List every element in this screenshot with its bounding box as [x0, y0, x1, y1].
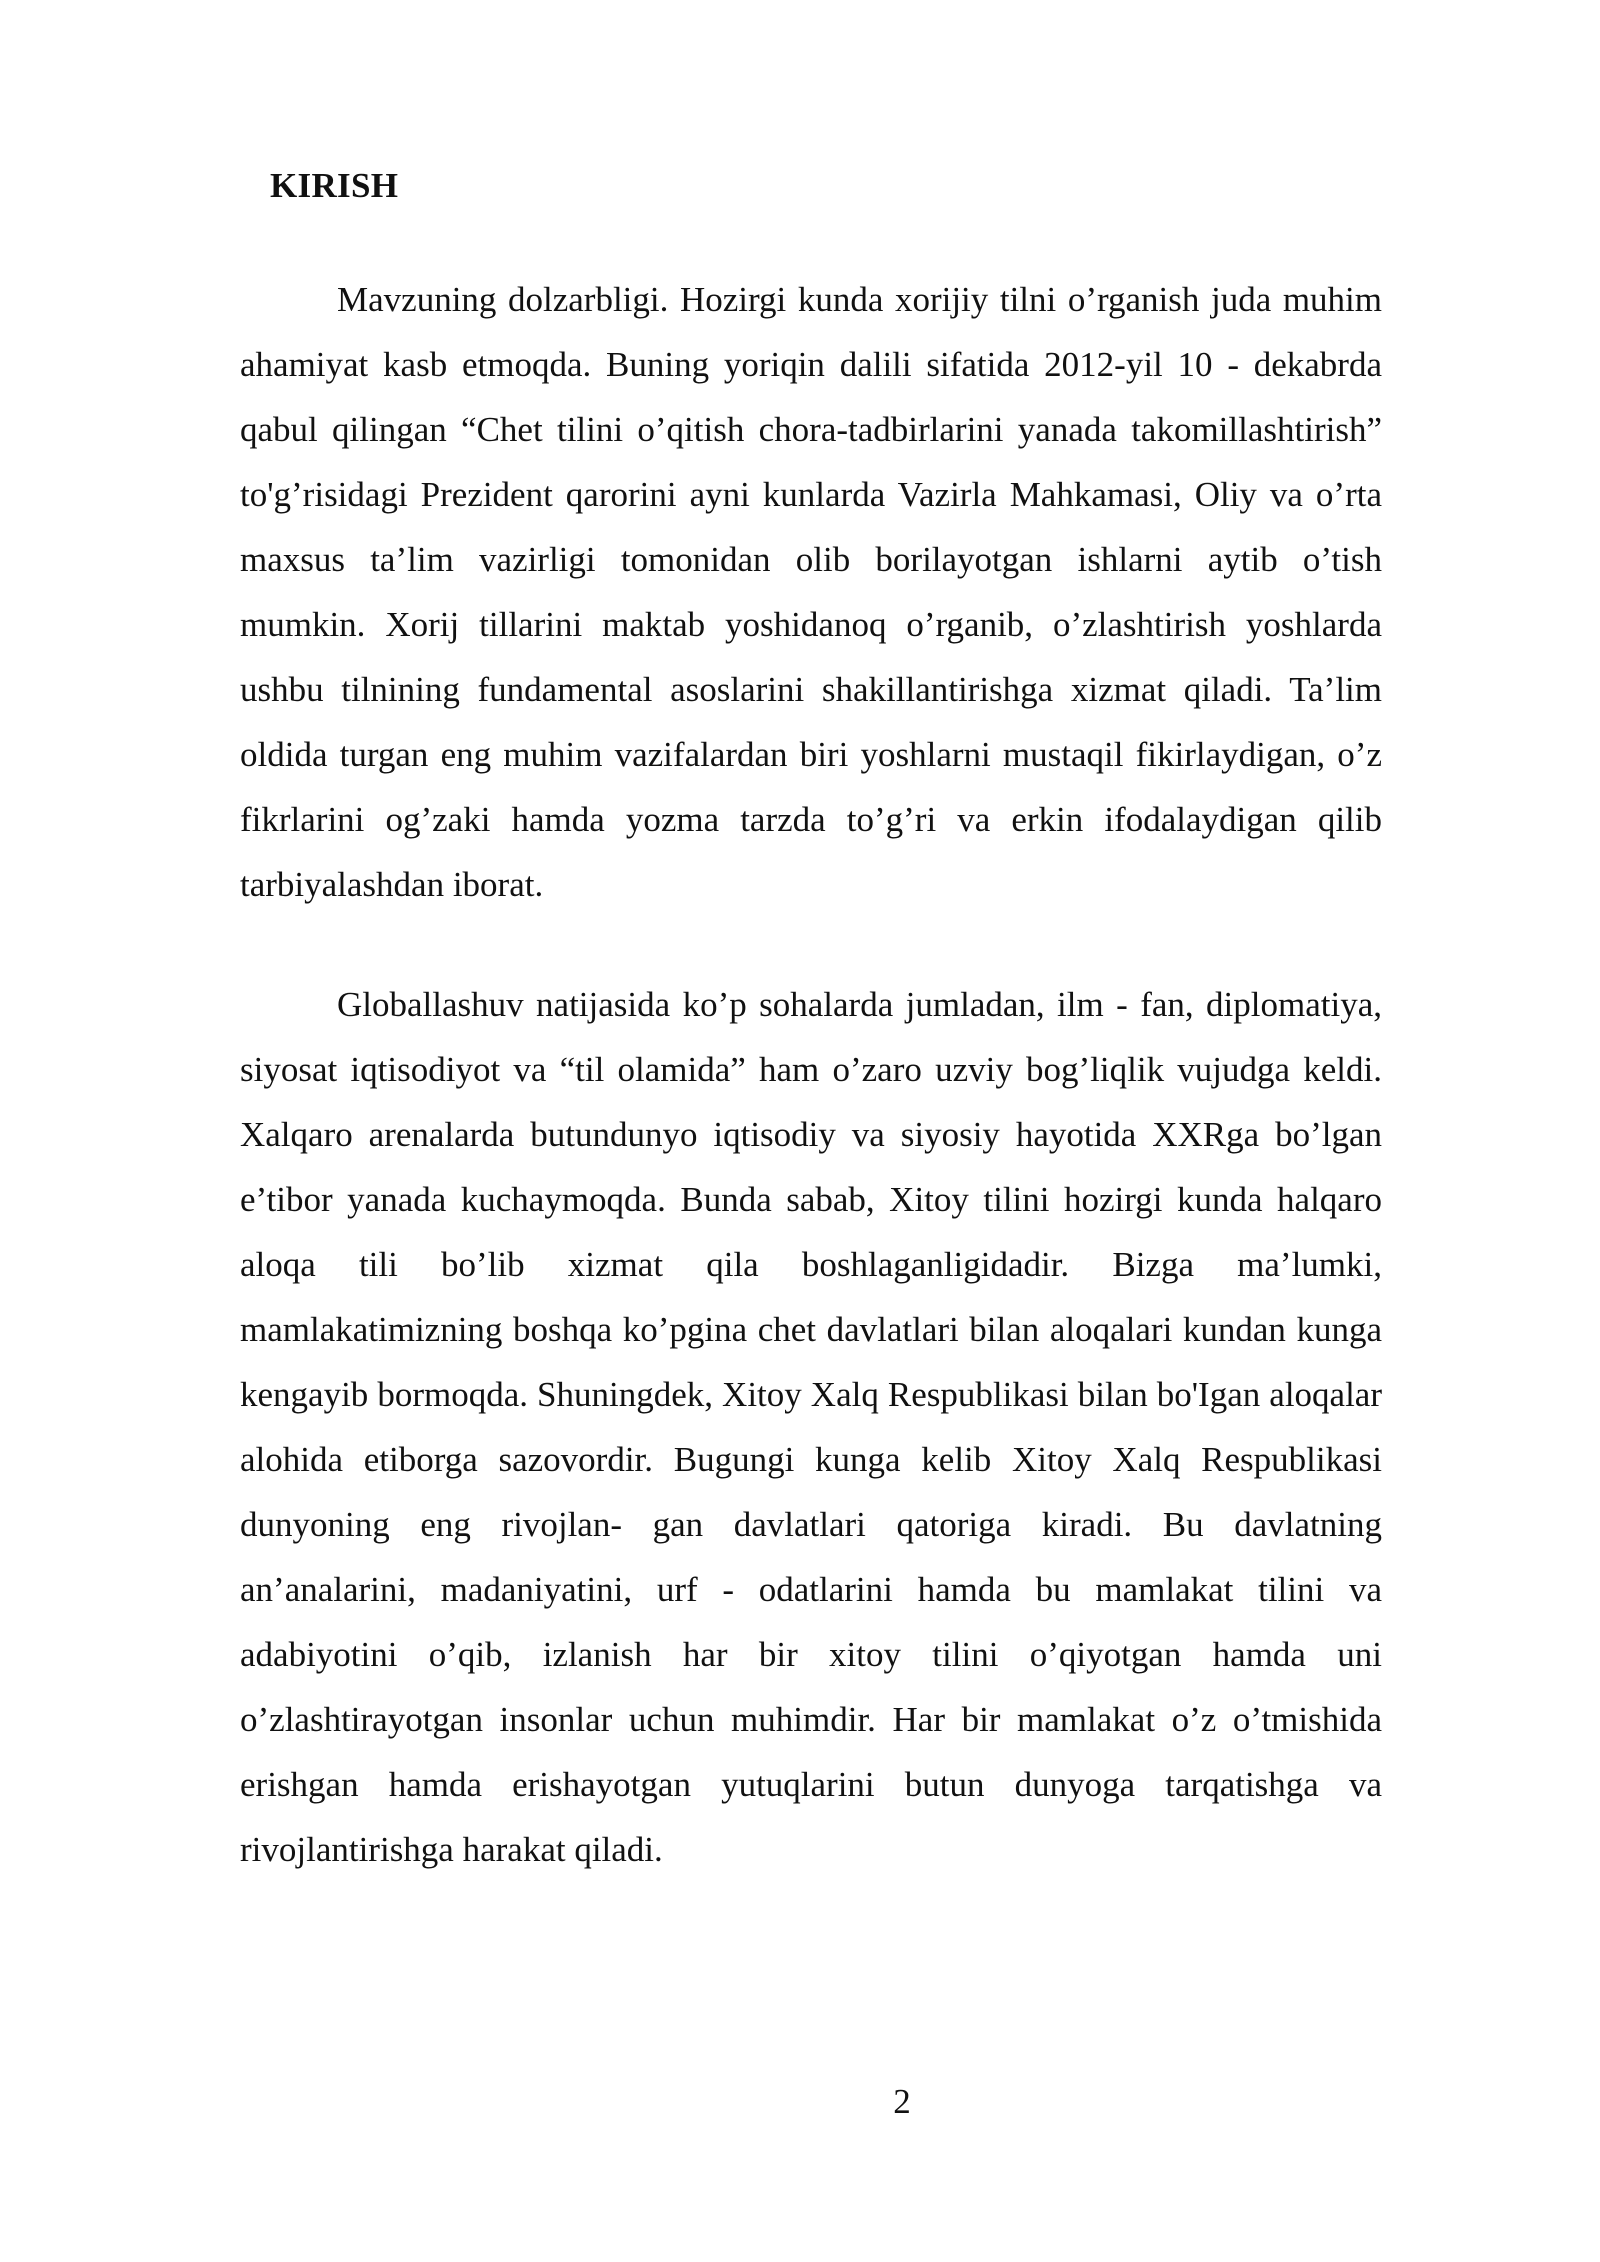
- section-heading: KIRISH: [270, 166, 399, 205]
- paragraph-relevance: Mavzuning dolzarbligi. Hozirgi kunda xorijiy tilni o’rganish juda muhim ahamiyat kasb etmoqda. Buning yoriqin dalili sifatida 2012-yil 10 - dekabrda qabul qilingan “Chet tilini o’qitish chora-tadbirlarini yanada takomillashtirish” to'g’risidagi Prezident qarorini ayni kunlarda Vazirla Mahkamasi, Oliy va o’rta maxsus ta’lim vazirligi tomonidan olib borilayotgan ishlarni aytib o’tish mumkin. Xorij tillarini maktab yoshidanoq o’rganib, o’zlashtirish yoshlarda ushbu tilnining fundamental asoslarini shakillantirishga xizmat qiladi. Ta’lim oldida turgan eng muhim vazifalardan biri yoshlarni mustaqil fikirlaydigan, o’z fikrlarini og’zaki hamda yozma tarzda to’g’ri va erkin ifodalaydigan qilib tarbiyalashdan iborat.: [240, 280, 1382, 904]
- paragraph-globalization: Globallashuv natijasida ko’p sohalarda jumladan, ilm - fan, diplomatiya, siyosat iqtisodiyot va “til olamida” ham o’zaro uzviy bog’liqlik vujudga keldi. Xalqaro arenalarda butundunyo iqtisodiy va siyosiy hayotida XXRga bo’lgan e’tibor yanada kuchaymoqda. Bunda sabab, Xitoy tilini hozirgi kunda halqaro aloqa tili bo’lib xizmat qila boshlaganligidadir. Bizga ma’lumki, mamlakatimizning boshqa ko’pgina chet davlatlari bilan aloqalari kundan kunga kengayib bormoqda. Shuningdek, Xitoy Xalq Respublikasi bilan bo'Igan aloqalar alohida etiborga sazovordir. Bugungi kunga kelib Xitoy Xalq Respublikasi dunyoning eng rivojlan- gan davlatlari qatoriga kiradi. Bu davlatning an’analarini, madaniyatini, urf - odatlarini hamda bu mamlakat tilini va adabiyotini o’qib, izlanish har bir xitoy tilini o’qiyotgan hamda uni o’zlashtirayotgan insonlar uchun muhimdir. Har bir mamlakat o’z o’tmishida erishgan hamda erishayotgan yutuqlarini butun dunyoga tarqatishga va rivojlantirishga harakat qiladi.: [240, 985, 1382, 1869]
- page-number: 2: [893, 2082, 911, 2121]
